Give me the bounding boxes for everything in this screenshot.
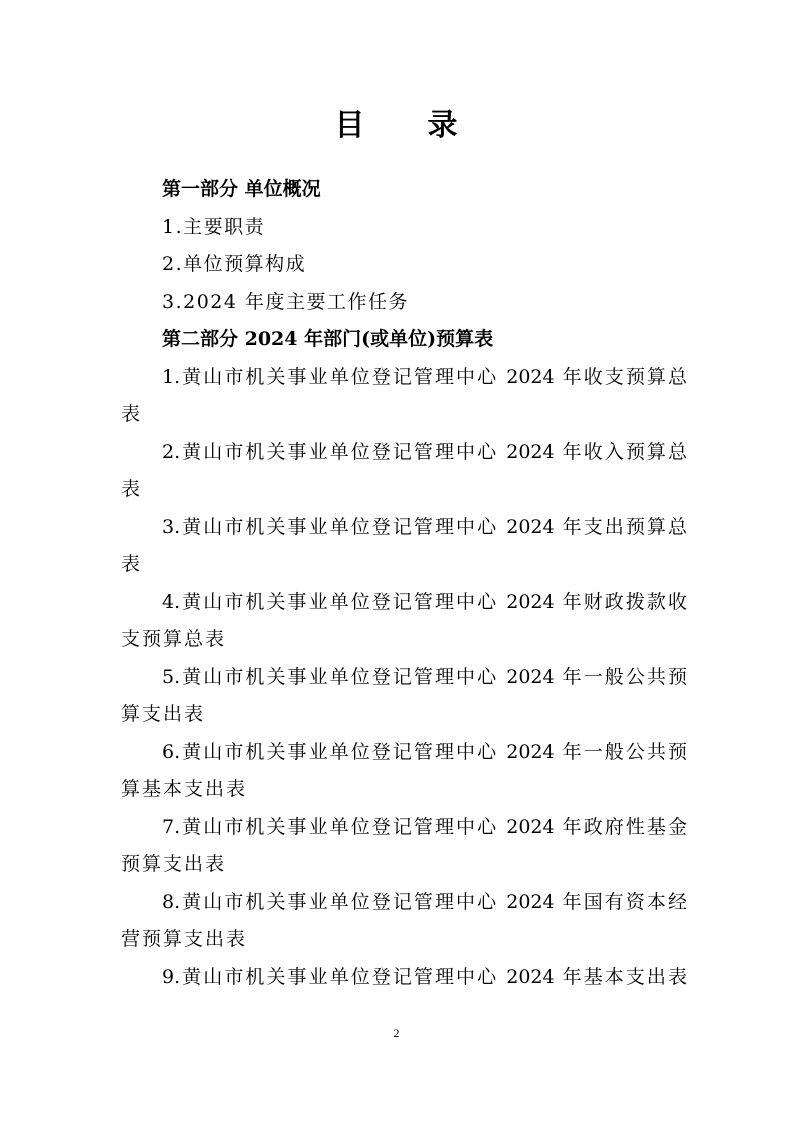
toc-entry-4-continued: 支预算总表 (121, 628, 227, 650)
part1-heading: 第一部分 单位概况 (162, 178, 321, 200)
toc-entry-9: 9.黄山市机关事业单位登记管理中心 2024 年基本支出表 (162, 965, 687, 988)
toc-entry-5: 5.黄山市机关事业单位登记管理中心 2024 年一般公共预 (162, 665, 687, 688)
toc-entry-3: 3.黄山市机关事业单位登记管理中心 2024 年支出预算总 (162, 515, 687, 538)
toc-entry-1: 1.黄山市机关事业单位登记管理中心 2024 年收支预算总 (162, 365, 687, 388)
part1-item-3: 3.2024 年度主要工作任务 (162, 290, 410, 313)
toc-entry-7-continued: 预算支出表 (121, 853, 227, 875)
toc-entry-4: 4.黄山市机关事业单位登记管理中心 2024 年财政拨款收 (162, 590, 687, 613)
toc-entry-8-continued: 营预算支出表 (121, 928, 248, 950)
toc-entry-3-continued: 表 (121, 553, 143, 575)
toc-entry-5-continued: 算支出表 (121, 703, 206, 725)
toc-entry-6-continued: 算基本支出表 (121, 778, 248, 800)
part2-heading: 第二部分 2024 年部门(或单位)预算表 (162, 328, 494, 350)
toc-entry-8: 8.黄山市机关事业单位登记管理中心 2024 年国有资本经 (162, 890, 687, 913)
toc-entry-2-continued: 表 (121, 478, 143, 500)
part1-item-1: 1.主要职责 (162, 215, 266, 238)
page-title: 目 录 (334, 108, 459, 143)
toc-entry-6: 6.黄山市机关事业单位登记管理中心 2024 年一般公共预 (162, 740, 687, 763)
toc-entry-7: 7.黄山市机关事业单位登记管理中心 2024 年政府性基金 (162, 815, 687, 838)
page-number: 2 (393, 1026, 400, 1040)
toc-entry-2: 2.黄山市机关事业单位登记管理中心 2024 年收入预算总 (162, 440, 687, 463)
table-of-contents (121, 171, 687, 996)
toc-entry-1-continued: 表 (121, 403, 143, 425)
part1-item-2: 2.单位预算构成 (162, 253, 307, 275)
